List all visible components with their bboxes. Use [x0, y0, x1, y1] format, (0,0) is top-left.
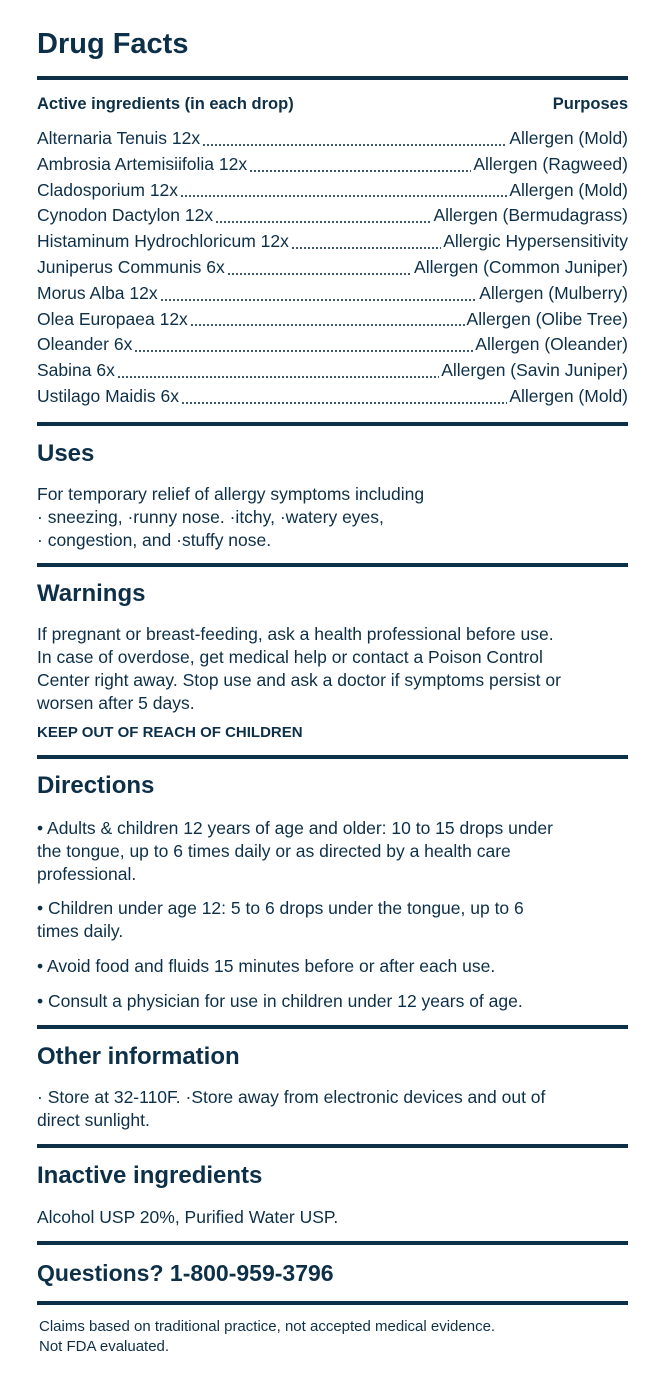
ingredient-name: Olea Europaea 12x [37, 308, 188, 329]
ingredient-row [37, 154, 628, 180]
ingredient-name: Morus Alba 12x [37, 282, 158, 303]
ingredient-row [37, 360, 628, 386]
uses-line: · sneezing, ·runny nose. ·itchy, ·watery eyes, [37, 507, 384, 527]
uses-text [37, 483, 632, 552]
inactive-ingredients-heading: Inactive ingredients [37, 1162, 263, 1189]
keep-out-warning: KEEP OUT OF REACH OF CHILDREN [37, 724, 303, 741]
ingredient-purpose: Allergen (Mulberry) [479, 282, 628, 303]
divider [37, 563, 628, 567]
ingredient-name: Cynodon Dactylon 12x [37, 205, 214, 226]
uses-line: For temporary relief of allergy symptoms including [37, 484, 425, 504]
divider [37, 422, 628, 426]
dot-leader [134, 350, 473, 352]
directions-heading: Directions [37, 772, 155, 799]
ingredient-name: Sabina 6x [37, 360, 115, 381]
ingredient-purpose: Allergen (Common Juniper) [414, 256, 628, 277]
dot-leader [160, 299, 478, 301]
ingredient-row [37, 386, 628, 412]
warnings-line: Center right away. Stop use and ask a doctor if symptoms persist or [37, 670, 561, 690]
direction-line: times daily. [37, 921, 124, 941]
dot-leader [249, 170, 471, 172]
ingredient-name: Ustilago Maidis 6x [37, 385, 179, 406]
dot-leader [291, 247, 441, 249]
other-line: · Store at 32-110F. ·Store away from electronic devices and out of [37, 1087, 546, 1107]
ingredient-name: Oleander 6x [37, 334, 133, 355]
ingredient-purpose: Allergen (Bermudagrass) [433, 205, 628, 226]
direction-item [37, 817, 632, 886]
dot-leader [215, 221, 431, 223]
ingredient-name: Juniperus Communis 6x [37, 256, 225, 277]
ingredient-name: Alternaria Tenuis 12x [37, 128, 201, 148]
disclaimer-line: Claims based on traditional practice, not accepted medical evidence. [39, 1318, 496, 1335]
divider [37, 1301, 628, 1305]
ingredient-row [37, 257, 628, 283]
ingredient-row [37, 283, 628, 309]
ingredient-purpose: Allergen (Oleander) [475, 334, 628, 355]
other-line: direct sunlight. [37, 1110, 150, 1130]
divider [37, 1241, 628, 1245]
active-ingredients-label: Active ingredients (in each drop) [37, 95, 294, 113]
direction-line: professional. [37, 864, 137, 884]
direction-item [37, 955, 632, 978]
divider [37, 76, 628, 80]
ingredient-row [37, 128, 628, 154]
active-ingredients-header [37, 95, 628, 114]
warnings-text [37, 623, 632, 715]
ingredient-name: Cladosporium 12x [37, 179, 179, 200]
active-ingredients-list [37, 128, 628, 412]
direction-line: • Avoid food and fluids 15 minutes before or after each use. [37, 956, 496, 976]
ingredient-row [37, 334, 628, 360]
page-title: Drug Facts [37, 28, 189, 60]
ingredient-row [37, 309, 628, 335]
direction-line: • Consult a physician for use in children under 12 years of age. [37, 991, 523, 1011]
ingredient-row [37, 205, 628, 231]
direction-line: • Adults & children 12 years of age and older: 10 to 15 drops under [37, 818, 553, 838]
uses-heading: Uses [37, 440, 95, 467]
dot-leader [202, 144, 507, 146]
ingredient-purpose: Allergic Hypersensitivity [443, 231, 628, 252]
direction-line: • Children under age 12: 5 to 6 drops under the tongue, up to 6 [37, 898, 524, 918]
divider [37, 1144, 628, 1148]
warnings-line: worsen after 5 days. [37, 693, 195, 713]
other-information-text [37, 1086, 632, 1132]
dot-leader [180, 195, 507, 197]
dot-leader [227, 273, 412, 275]
disclaimer [39, 1317, 495, 1357]
purposes-label: Purposes [552, 95, 628, 113]
ingredient-row [37, 231, 628, 257]
ingredient-row [37, 180, 628, 206]
warnings-heading: Warnings [37, 580, 146, 607]
ingredient-purpose: Allergen (Mold) [509, 385, 628, 406]
inactive-ingredients-text: Alcohol USP 20%, Purified Water USP. [37, 1207, 339, 1227]
ingredient-name: Histaminum Hydrochloricum 12x [37, 231, 289, 252]
ingredient-purpose: Allergen (Savin Juniper) [441, 360, 628, 381]
direction-line: the tongue, up to 6 times daily or as directed by a health care [37, 841, 511, 861]
ingredient-purpose: Allergen (Mold) [509, 179, 628, 200]
direction-item [37, 897, 632, 943]
divider [37, 1025, 628, 1029]
warnings-line: In case of overdose, get medical help or contact a Poison Control [37, 647, 543, 667]
divider [37, 755, 628, 759]
ingredient-purpose: Allergen (Olibe Tree) [466, 308, 628, 329]
other-information-heading: Other information [37, 1043, 240, 1070]
disclaimer-line: Not FDA evaluated. [39, 1338, 170, 1355]
direction-item [37, 990, 632, 1013]
dot-leader [181, 402, 507, 404]
ingredient-purpose: Allergen (Mold) [509, 128, 628, 148]
questions-phone: Questions? 1-800-959-3796 [37, 1260, 334, 1286]
ingredient-purpose: Allergen (Ragweed) [473, 153, 628, 174]
dot-leader [117, 376, 439, 378]
dot-leader [190, 324, 465, 326]
uses-line: · congestion, and ·stuffy nose. [37, 530, 272, 550]
ingredient-name: Ambrosia Artemisiifolia 12x [37, 153, 248, 174]
warnings-line: If pregnant or breast-feeding, ask a health professional before use. [37, 624, 554, 644]
